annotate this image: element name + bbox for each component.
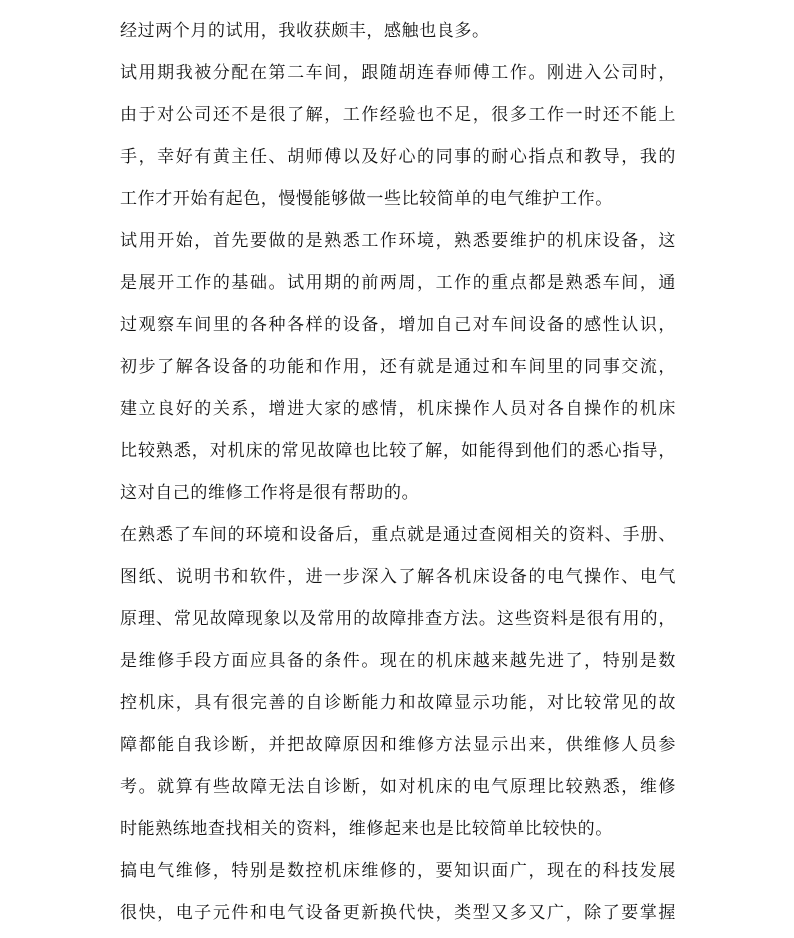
- text-line: 障都能自我诊断，并把故障原因和维修方法显示出来，供维修人员参: [120, 735, 676, 755]
- text-line: 建立良好的关系，增进大家的感情，机床操作人员对各自操作的机床: [120, 399, 676, 419]
- text-line: 试用开始，首先要做的是熟悉工作环境，熟悉要维护的机床设备，这: [120, 231, 676, 251]
- text-line: 是维修手段方面应具备的条件。现在的机床越来越先进了，特别是数: [120, 651, 676, 671]
- paragraph-knowledge: [120, 850, 680, 934]
- text-line: 原理、常见故障现象以及常用的故障排查方法。这些资料是很有用的，: [120, 609, 676, 629]
- paragraph-documentation: [120, 514, 680, 850]
- paragraph-assignment: [120, 52, 680, 220]
- text-line: 图纸、说明书和软件，进一步深入了解各机床设备的电气操作、电气: [120, 567, 676, 587]
- text-line: 搞电气维修，特别是数控机床维修的，要知识面广，现在的科技发展: [120, 861, 676, 881]
- paragraph-intro: [120, 10, 680, 52]
- document-page: [120, 0, 680, 934]
- text-line: 经过两个月的试用，我收获颇丰，感触也良多。: [120, 21, 490, 41]
- paragraph-familiarization: [120, 220, 680, 514]
- text-line: 很快，电子元件和电气设备更新换代快，类型又多又广，除了要掌握: [120, 903, 676, 923]
- text-line: 工作才开始有起色，慢慢能够做一些比较简单的电气维护工作。: [120, 189, 613, 209]
- text-line: 这对自己的维修工作将是很有帮助的。: [120, 483, 420, 503]
- text-line: 由于对公司还不是很了解，工作经验也不足，很多工作一时还不能上: [120, 105, 676, 125]
- text-line: 手，幸好有黄主任、胡师傅以及好心的同事的耐心指点和教导，我的: [120, 147, 676, 167]
- text-line: 控机床，具有很完善的自诊断能力和故障显示功能，对比较常见的故: [120, 693, 676, 713]
- text-line: 在熟悉了车间的环境和设备后，重点就是通过查阅相关的资料、手册、: [120, 525, 676, 545]
- text-line: 初步了解各设备的功能和作用，还有就是通过和车间里的同事交流，: [120, 357, 676, 377]
- text-line: 时能熟练地查找相关的资料，维修起来也是比较简单比较快的。: [120, 819, 613, 839]
- text-line: 考。就算有些故障无法自诊断，如对机床的电气原理比较熟悉，维修: [120, 777, 676, 797]
- text-line: 试用期我被分配在第二车间，跟随胡连春师傅工作。刚进入公司时，: [120, 63, 676, 83]
- text-line: 过观察车间里的各种各样的设备，增加自己对车间设备的感性认识，: [120, 315, 676, 335]
- text-line: 是展开工作的基础。试用期的前两周，工作的重点都是熟悉车间，通: [120, 273, 676, 293]
- text-line: 比较熟悉，对机床的常见故障也比较了解，如能得到他们的悉心指导，: [120, 441, 676, 461]
